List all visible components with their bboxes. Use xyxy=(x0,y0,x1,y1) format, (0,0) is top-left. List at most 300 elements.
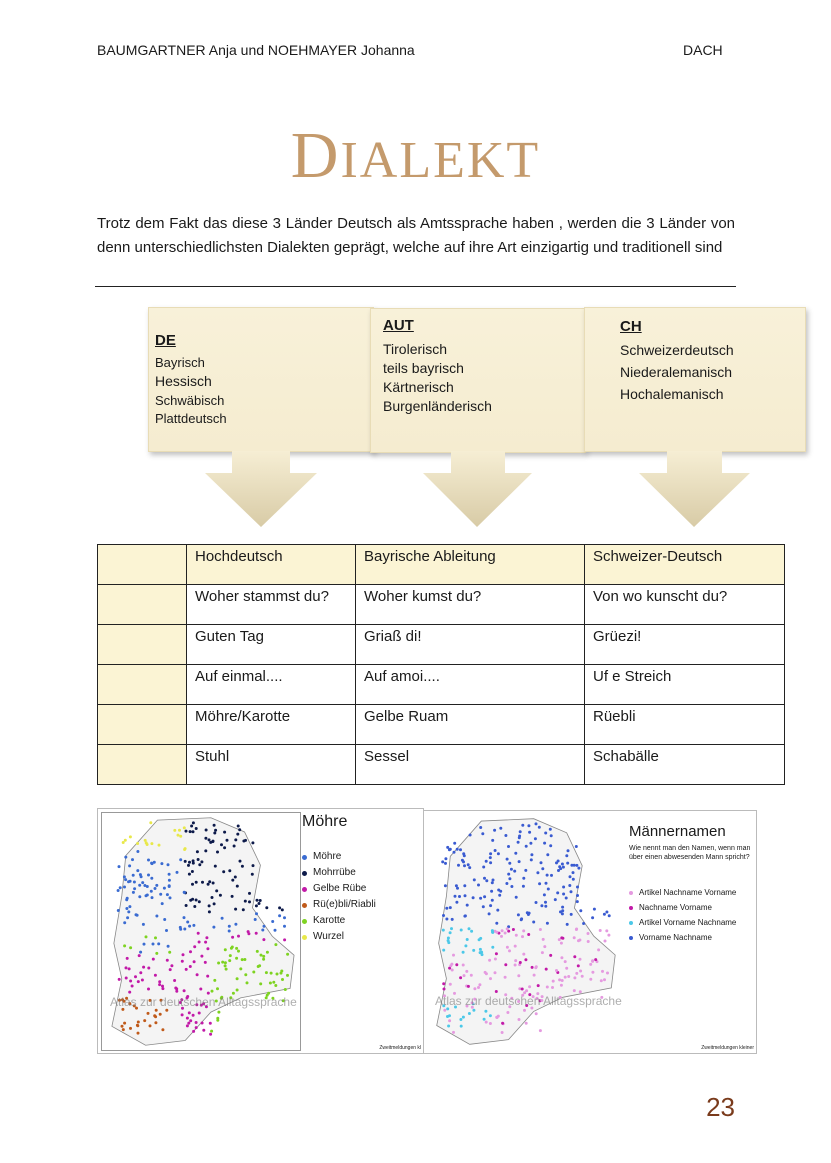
map-point xyxy=(603,978,606,981)
map-point xyxy=(206,975,209,978)
map-watermark: Atlas zur deutschen Alltagssprache xyxy=(110,995,297,1009)
map-point xyxy=(247,932,250,935)
map-point xyxy=(524,869,527,872)
table-cell xyxy=(98,745,187,785)
map-point xyxy=(122,1028,125,1031)
map-point xyxy=(569,875,572,878)
map-point xyxy=(228,959,231,962)
map-point xyxy=(521,824,524,827)
map-point xyxy=(251,873,254,876)
map-point xyxy=(138,954,141,957)
map-point xyxy=(185,968,188,971)
map-point xyxy=(283,916,286,919)
map-point xyxy=(255,912,258,915)
map-point xyxy=(192,830,195,833)
map-point xyxy=(479,948,482,951)
map-point xyxy=(489,856,492,859)
map-point xyxy=(265,906,268,909)
map-point xyxy=(154,1021,157,1024)
map-point xyxy=(444,857,447,860)
map-point xyxy=(159,893,162,896)
legend-dot-icon xyxy=(302,919,307,924)
map-point xyxy=(470,974,473,977)
table-cell: Gelbe Ruam xyxy=(356,705,585,745)
map-point xyxy=(514,959,517,962)
map-point xyxy=(231,879,234,882)
map-point xyxy=(550,834,553,837)
table-cell: Möhre/Karotte xyxy=(187,705,356,745)
map-point xyxy=(212,926,215,929)
map-point xyxy=(452,954,455,957)
map-point xyxy=(161,985,164,988)
map-point xyxy=(447,1025,450,1028)
map-point xyxy=(543,842,546,845)
map-point xyxy=(470,930,473,933)
map-point xyxy=(449,964,452,967)
map-point xyxy=(211,840,214,843)
map-point xyxy=(213,979,216,982)
map-point xyxy=(544,832,547,835)
map-point xyxy=(184,860,187,863)
map-point xyxy=(570,913,573,916)
map-point xyxy=(168,879,171,882)
map-point xyxy=(262,958,265,961)
map-point xyxy=(136,850,139,853)
map-point xyxy=(118,865,121,868)
map-point xyxy=(459,976,462,979)
map-point xyxy=(481,832,484,835)
map-point xyxy=(539,928,542,931)
map-point xyxy=(464,894,467,897)
table-header-cell: Schweizer-Deutsch xyxy=(585,545,785,585)
map-point xyxy=(138,884,141,887)
map-point xyxy=(124,856,127,859)
map-point xyxy=(251,841,254,844)
map-point xyxy=(169,896,172,899)
map-point xyxy=(129,835,132,838)
box-aut-item: Burgenländerisch xyxy=(383,398,492,414)
map-point xyxy=(576,894,579,897)
map-point xyxy=(179,858,182,861)
map-point xyxy=(216,851,219,854)
map-point xyxy=(231,895,234,898)
map-point xyxy=(570,864,573,867)
map-point xyxy=(477,986,480,989)
map-point xyxy=(445,918,448,921)
map-point xyxy=(579,970,582,973)
map-point xyxy=(533,974,536,977)
map-point xyxy=(128,905,131,908)
map-point xyxy=(147,988,150,991)
map-point xyxy=(137,980,140,983)
map-point xyxy=(119,886,122,889)
map-point xyxy=(604,940,607,943)
map-point xyxy=(154,936,157,939)
map-point xyxy=(117,909,120,912)
legend-dot-icon xyxy=(302,887,307,892)
map-point xyxy=(567,975,570,978)
map-point xyxy=(594,958,597,961)
map-point xyxy=(528,831,531,834)
map-maennernamen xyxy=(423,810,757,1054)
map-point xyxy=(501,929,504,932)
map-point xyxy=(561,906,564,909)
map-point xyxy=(262,938,265,941)
map-point xyxy=(124,839,127,842)
map-point xyxy=(538,826,541,829)
map-point xyxy=(150,842,153,845)
map-question: Wie nennt man den Namen, wenn man über einen abwesenden Mann spricht? xyxy=(629,845,751,861)
map-point xyxy=(126,957,129,960)
legend-dot-icon xyxy=(302,871,307,876)
map-point xyxy=(158,983,161,986)
map-point xyxy=(535,965,538,968)
table-cell xyxy=(98,585,187,625)
map-point xyxy=(258,902,261,905)
map-point xyxy=(538,882,541,885)
map-point xyxy=(591,960,594,963)
map-point xyxy=(206,947,209,950)
map-point xyxy=(482,905,485,908)
map-point xyxy=(515,896,518,899)
map-point xyxy=(566,923,569,926)
map-point xyxy=(284,988,287,991)
map-point xyxy=(242,908,245,911)
map-point xyxy=(442,949,445,952)
map-point xyxy=(256,950,259,953)
table-cell: Auf amoi.... xyxy=(356,665,585,705)
map-point xyxy=(196,850,199,853)
map-point xyxy=(213,832,216,835)
map-point xyxy=(222,870,225,873)
map-point xyxy=(149,821,152,824)
map-point xyxy=(522,929,525,932)
map-point xyxy=(152,943,155,946)
map-point xyxy=(554,898,557,901)
map-point xyxy=(220,843,223,846)
table-row xyxy=(98,745,785,785)
table-cell: Schabälle xyxy=(585,745,785,785)
map-point xyxy=(199,988,202,991)
map-footer: Zweitmeldungen kl xyxy=(379,1045,421,1051)
map-point xyxy=(123,886,126,889)
map-point xyxy=(576,900,579,903)
map-point xyxy=(441,860,444,863)
map-point xyxy=(190,825,193,828)
map-point xyxy=(477,884,480,887)
map-point xyxy=(125,907,128,910)
map-point xyxy=(128,991,131,994)
legend-dot-icon xyxy=(629,906,633,910)
table-cell: Woher stammst du? xyxy=(187,585,356,625)
map-point xyxy=(259,982,262,985)
map-point xyxy=(547,888,550,891)
map-point xyxy=(491,929,494,932)
map-point xyxy=(493,829,496,832)
map-point xyxy=(255,904,258,907)
map-point xyxy=(565,897,568,900)
map-point xyxy=(572,878,575,881)
map-point xyxy=(479,826,482,829)
map-point xyxy=(187,1022,190,1025)
map-point xyxy=(181,960,184,963)
map-point xyxy=(189,965,192,968)
map-point xyxy=(562,893,565,896)
page-title: DIALEKT xyxy=(290,119,541,192)
arrow-down-icon xyxy=(639,451,750,527)
map-point xyxy=(191,898,194,901)
map-point xyxy=(508,949,511,952)
map-point xyxy=(447,941,450,944)
map-point xyxy=(484,971,487,974)
map-point xyxy=(150,890,153,893)
map-point xyxy=(128,967,131,970)
map-point xyxy=(573,936,576,939)
table-cell xyxy=(98,665,187,705)
map-point xyxy=(489,1022,492,1025)
map-point xyxy=(528,985,531,988)
table-row xyxy=(98,625,785,665)
map-point xyxy=(473,987,476,990)
map-point xyxy=(186,1024,189,1027)
map-point xyxy=(535,822,538,825)
map-point xyxy=(281,908,284,911)
legend-dot-icon xyxy=(629,936,633,940)
map-point xyxy=(189,830,192,833)
map-point xyxy=(513,870,516,873)
map-point xyxy=(223,846,226,849)
map-point xyxy=(134,975,137,978)
map-point xyxy=(161,987,164,990)
map-point xyxy=(213,824,216,827)
map-point xyxy=(549,954,552,957)
map-point xyxy=(135,913,138,916)
map-point xyxy=(605,911,608,914)
header-section: DACH xyxy=(683,42,723,58)
map-point xyxy=(260,954,263,957)
map-point xyxy=(484,1010,487,1013)
map-point xyxy=(465,970,468,973)
map-point xyxy=(601,970,604,973)
map-point xyxy=(451,918,454,921)
map-point xyxy=(488,912,491,915)
map-point xyxy=(281,978,284,981)
map-point xyxy=(185,904,188,907)
map-point xyxy=(573,955,576,958)
map-point xyxy=(166,893,169,896)
map-point xyxy=(466,904,469,907)
map-image xyxy=(102,813,300,1050)
map-point xyxy=(151,862,154,865)
map-point xyxy=(182,953,185,956)
map-point xyxy=(270,972,273,975)
map-point xyxy=(577,964,580,967)
map-point xyxy=(136,869,139,872)
legend-dot-icon xyxy=(629,891,633,895)
map-point xyxy=(518,835,521,838)
map-point xyxy=(530,853,533,856)
map-point xyxy=(485,879,488,882)
map-point xyxy=(155,1009,158,1012)
map-point xyxy=(483,895,486,898)
map-point xyxy=(237,935,240,938)
map-point xyxy=(191,883,194,886)
table-row xyxy=(98,585,785,625)
map-point xyxy=(223,831,226,834)
map-point xyxy=(490,890,493,893)
table-cell: Guten Tag xyxy=(187,625,356,665)
map-point xyxy=(451,969,454,972)
map-point xyxy=(591,971,594,974)
map-point xyxy=(560,942,563,945)
map-point xyxy=(504,834,507,837)
map-point xyxy=(236,989,239,992)
map-point xyxy=(234,876,237,879)
map-point xyxy=(173,829,176,832)
map-point xyxy=(125,966,128,969)
table-cell: Von wo kunscht du? xyxy=(585,585,785,625)
map-point xyxy=(506,946,509,949)
map-point xyxy=(528,912,531,915)
map-point xyxy=(129,980,132,983)
map-point xyxy=(248,900,251,903)
map-point xyxy=(239,860,242,863)
map-point xyxy=(521,988,524,991)
map-point xyxy=(216,987,219,990)
map-point xyxy=(556,891,559,894)
map-point xyxy=(482,866,485,869)
map-point xyxy=(506,927,509,930)
map-point xyxy=(198,1012,201,1015)
map-point xyxy=(497,852,500,855)
map-point xyxy=(534,837,537,840)
map-point xyxy=(557,869,560,872)
map-point xyxy=(607,934,610,937)
map-point xyxy=(565,854,568,857)
map-point xyxy=(139,873,142,876)
map-point xyxy=(132,891,135,894)
map-point xyxy=(269,982,272,985)
map-point xyxy=(158,980,161,983)
map-point xyxy=(138,895,141,898)
map-point xyxy=(145,935,148,938)
map-point xyxy=(575,972,578,975)
map-point xyxy=(168,873,171,876)
map-point xyxy=(185,830,188,833)
map-point xyxy=(463,864,466,867)
map-point xyxy=(274,943,277,946)
map-point xyxy=(214,829,217,832)
map-point xyxy=(149,1024,152,1027)
map-point xyxy=(468,927,471,930)
map-point xyxy=(491,839,494,842)
map-point xyxy=(141,881,144,884)
map-point xyxy=(193,960,196,963)
map-point xyxy=(155,884,158,887)
map-point xyxy=(192,862,195,865)
map-point xyxy=(498,894,501,897)
map-point xyxy=(123,1022,126,1025)
map-point xyxy=(453,842,456,845)
map-point xyxy=(157,942,160,945)
map-point xyxy=(495,952,498,955)
map-point xyxy=(192,1014,195,1017)
map-point xyxy=(252,864,255,867)
map-point xyxy=(174,987,177,990)
map-point xyxy=(522,877,525,880)
map-point xyxy=(544,901,547,904)
map-point xyxy=(525,1022,528,1025)
map-point xyxy=(549,828,552,831)
map-point xyxy=(147,874,150,877)
header-authors: BAUMGARTNER Anja und NOEHMAYER Johanna xyxy=(97,42,415,58)
map-point xyxy=(272,981,275,984)
map-point xyxy=(147,1012,150,1015)
map-point xyxy=(519,961,522,964)
map-point xyxy=(508,877,511,880)
map-point xyxy=(541,951,544,954)
map-point xyxy=(202,1029,205,1032)
map-point xyxy=(278,906,281,909)
map-point xyxy=(577,939,580,942)
map-point xyxy=(478,938,481,941)
map-point xyxy=(221,961,224,964)
map-point xyxy=(514,945,517,948)
map-point xyxy=(123,875,126,878)
map-point xyxy=(143,1019,146,1022)
box-ch-item: Schweizerdeutsch xyxy=(620,342,734,358)
map-legend: Artikel Nachname Vorname Nachname Vorname Artikel Vorname Nachname Vorname Nachname xyxy=(629,885,736,945)
map-point xyxy=(241,958,244,961)
map-point xyxy=(455,963,458,966)
map-point xyxy=(186,1017,189,1020)
map-point xyxy=(472,1009,475,1012)
map-point xyxy=(263,925,266,928)
map-point xyxy=(129,1027,132,1030)
map-point xyxy=(200,860,203,863)
map-point xyxy=(581,975,584,978)
map-point xyxy=(205,829,208,832)
map-point xyxy=(555,969,558,972)
map-point xyxy=(188,1011,191,1014)
map-point xyxy=(209,1033,212,1036)
box-aut-item: Kärtnerisch xyxy=(383,379,454,395)
map-point xyxy=(125,898,128,901)
map-point xyxy=(506,1011,509,1014)
map-point xyxy=(208,880,211,883)
map-point xyxy=(191,870,194,873)
map-point xyxy=(483,1018,486,1021)
map-point xyxy=(231,936,234,939)
map-point xyxy=(445,907,448,910)
map-point xyxy=(499,827,502,830)
map-point xyxy=(463,974,466,977)
box-aut-item: Tirolerisch xyxy=(383,341,448,357)
map-point xyxy=(608,914,611,917)
map-point xyxy=(127,910,130,913)
map-point xyxy=(142,923,145,926)
map-point xyxy=(510,885,513,888)
map-point xyxy=(521,935,524,938)
map-point xyxy=(582,922,585,925)
map-point xyxy=(539,1029,542,1032)
map-point xyxy=(266,951,269,954)
map-point xyxy=(575,928,578,931)
map-point xyxy=(165,1009,168,1012)
map-point xyxy=(575,845,578,848)
map-point xyxy=(535,1012,538,1015)
map-point xyxy=(442,929,445,932)
